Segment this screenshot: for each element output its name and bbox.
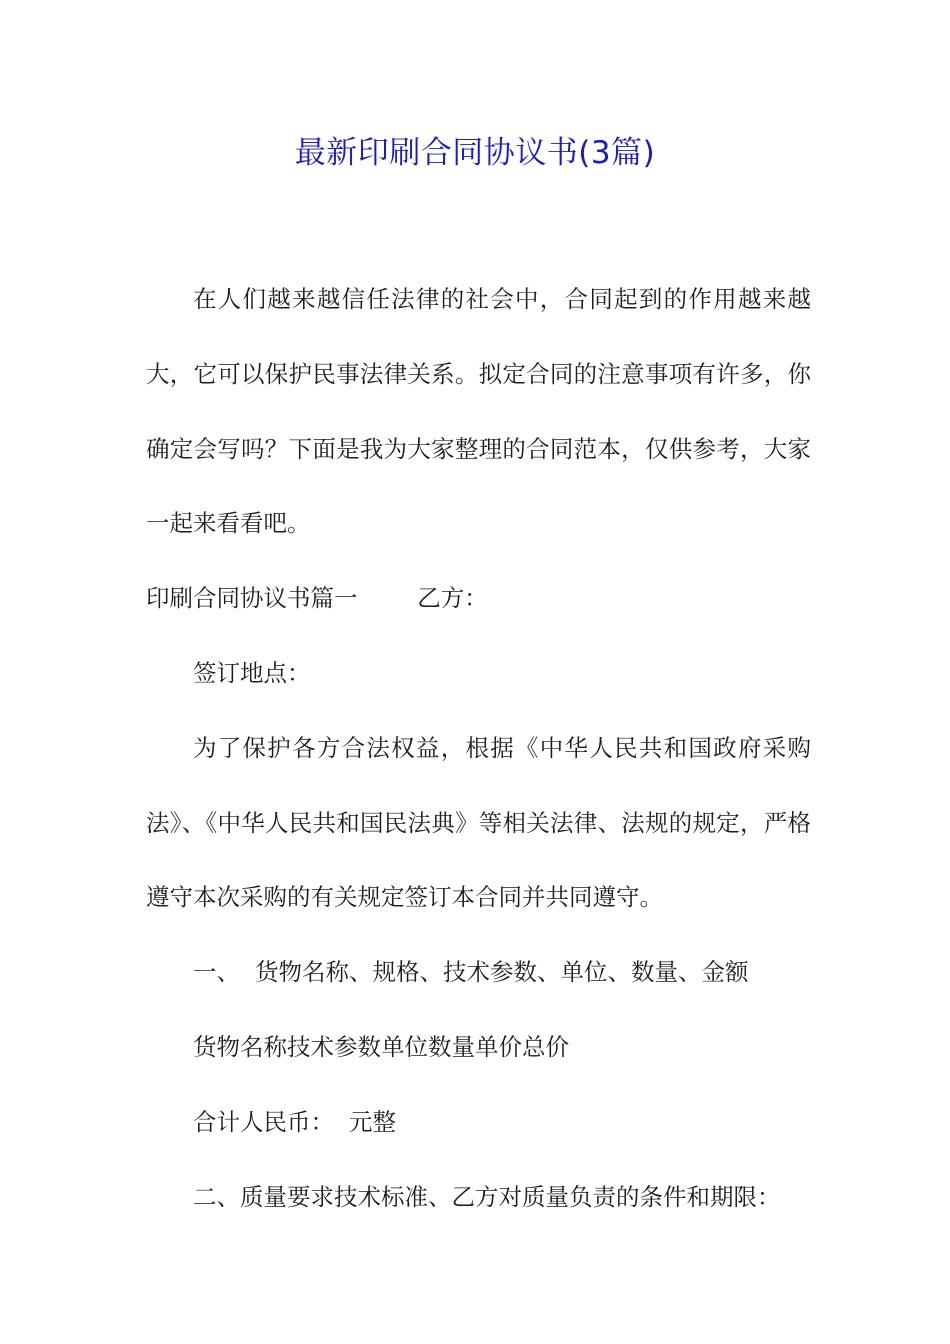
signing-location-line: 签订地点： [193,658,311,687]
document-body [146,262,811,1234]
clause-one-heading: 一、 货物名称、规格、技术参数、单位、数量、金额 [193,958,749,987]
legal-basis-paragraph: 为了保护各方合法权益，根据《中华人民共和国政府采购法》、《中华人民共和国民法典》等相关法律、法规的规定，严格遵守本次采购的有关规定签订本合同并共同遵守。 [146,733,811,912]
section-heading-part-one: 印刷合同协议书篇一 乙方： [146,584,488,613]
clause-two-heading: 二、质量要求技术标准、乙方对质量负责的条件和期限： [193,1182,781,1211]
intro-paragraph: 在人们越来越信任法律的社会中，合同起到的作用越来越大，它可以保护民事法律关系。拟定合同的注意事项有许多，你确定会写吗？下面是我为大家整理的合同范本，仅供参考，大家一起来看看吧。 [146,285,811,538]
document-title: 最新印刷合同协议书(3篇) [294,135,656,171]
total-amount-line: 合计人民币： 元整 [193,1107,396,1136]
goods-table-header-line: 货物名称技术参数单位数量单价总价 [193,1032,569,1061]
